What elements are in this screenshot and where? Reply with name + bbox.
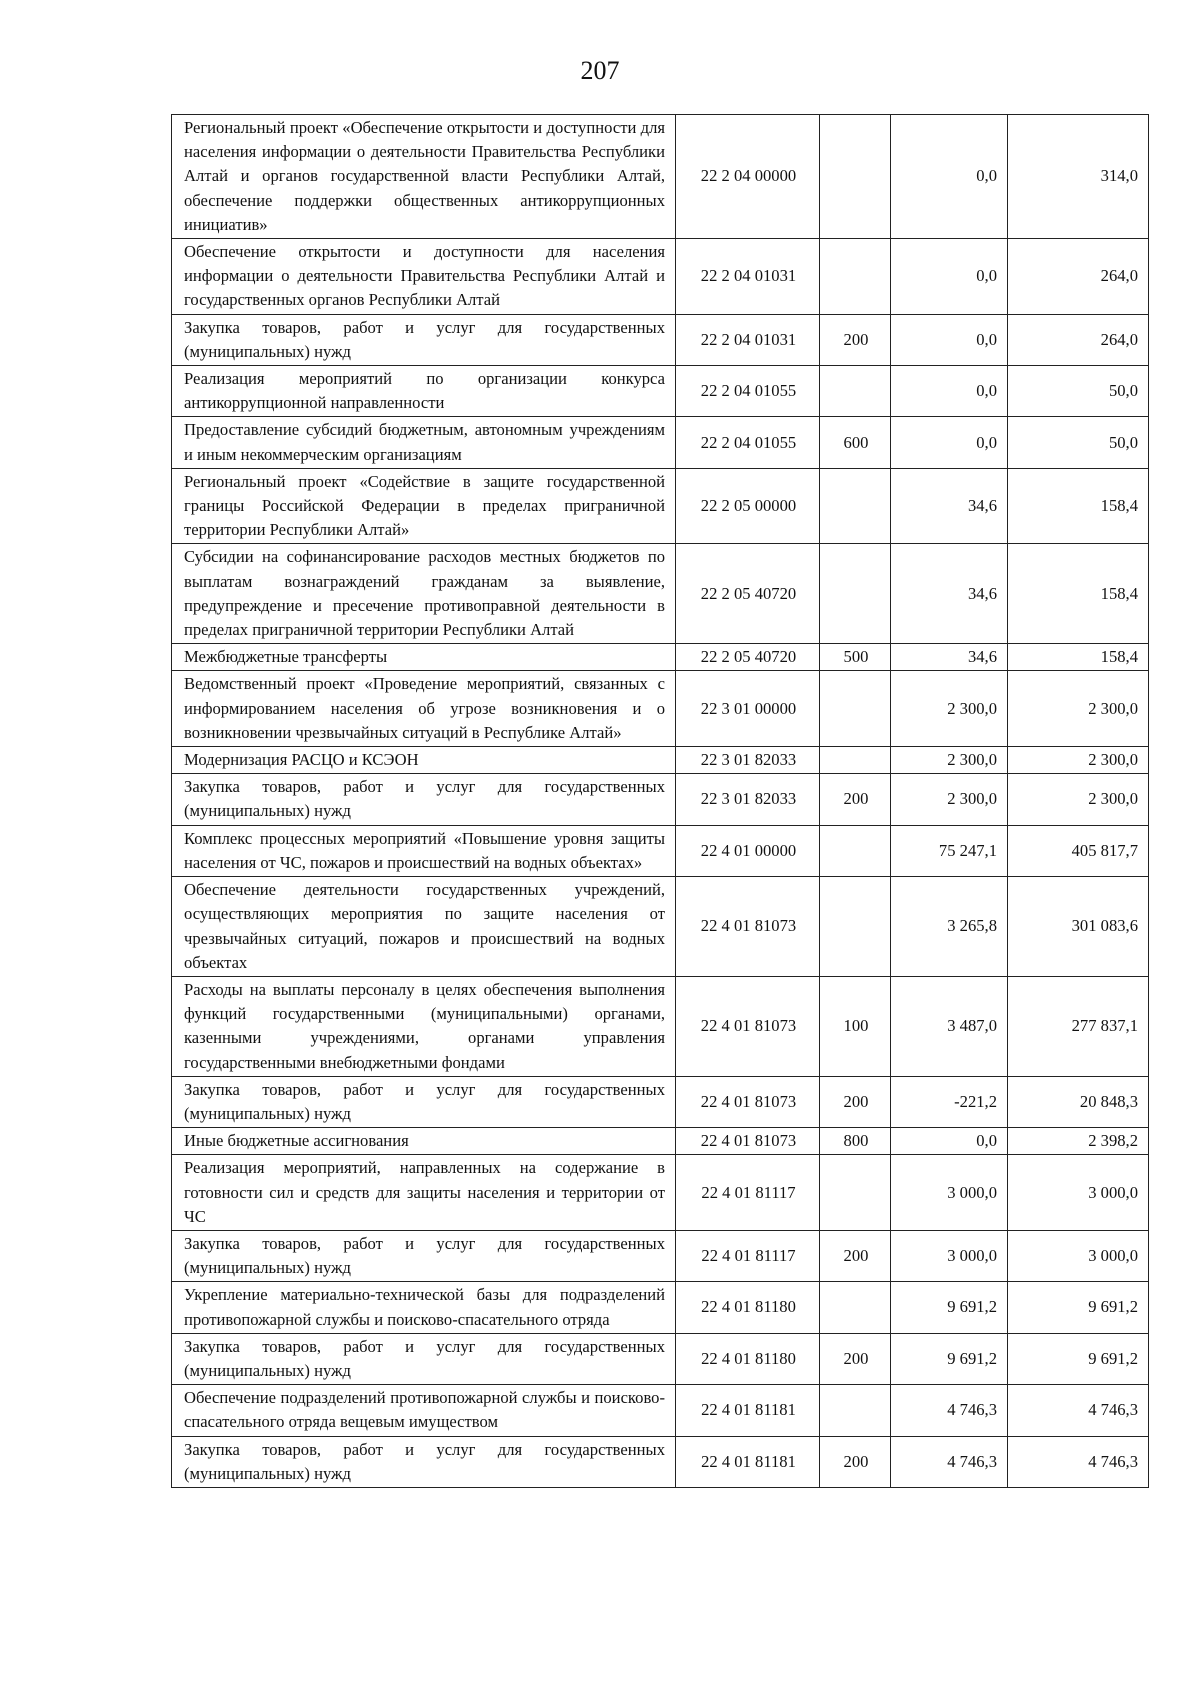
row-code: 22 4 01 00000: [676, 825, 820, 876]
row-code: 22 2 05 40720: [676, 644, 820, 671]
row-value-1: 9 691,2: [891, 1282, 1008, 1333]
row-code: 22 2 04 01031: [676, 314, 820, 365]
row-value-2: 20 848,3: [1008, 1076, 1149, 1127]
row-code: 22 2 04 01055: [676, 417, 820, 468]
row-value-1: 0,0: [891, 314, 1008, 365]
row-value-1: 3 000,0: [891, 1155, 1008, 1231]
row-value-1: 3 265,8: [891, 877, 1008, 977]
row-code: 22 2 05 00000: [676, 468, 820, 544]
table-row: [172, 877, 1149, 977]
row-expense-type: [820, 115, 891, 239]
row-value-1: -221,2: [891, 1076, 1008, 1127]
row-code: 22 2 04 00000: [676, 115, 820, 239]
row-value-2: 4 746,3: [1008, 1385, 1149, 1436]
row-name: Предоставление субсидий бюджетным, автономным учреждениям и иным некоммерческим организациям: [172, 417, 676, 468]
table-row: [172, 644, 1149, 671]
table-row: [172, 671, 1149, 747]
row-expense-type: [820, 747, 891, 774]
table-row: [172, 468, 1149, 544]
row-value-2: 301 083,6: [1008, 877, 1149, 977]
row-value-2: 9 691,2: [1008, 1333, 1149, 1384]
row-name: Обеспечение деятельности государственных учреждений, осуществляющих мероприятия по защите населения от чрезвычайных ситуаций, пожаров и происшествий на водных объектах: [172, 877, 676, 977]
row-value-2: 2 300,0: [1008, 747, 1149, 774]
row-value-2: 158,4: [1008, 544, 1149, 644]
row-value-1: 34,6: [891, 644, 1008, 671]
row-code: 22 2 05 40720: [676, 544, 820, 644]
row-code: 22 4 01 81181: [676, 1385, 820, 1436]
row-value-2: 277 837,1: [1008, 976, 1149, 1076]
table-row: [172, 747, 1149, 774]
row-code: 22 4 01 81181: [676, 1436, 820, 1487]
row-value-1: 0,0: [891, 1128, 1008, 1155]
row-value-1: 0,0: [891, 417, 1008, 468]
row-value-2: 405 817,7: [1008, 825, 1149, 876]
row-value-2: 50,0: [1008, 366, 1149, 417]
table-row: [172, 1385, 1149, 1436]
row-name: Субсидии на софинансирование расходов местных бюджетов по выплатам вознаграждений гражданам за выявление, предупреждение и пресечение противоправной деятельности в пределах приграничной территории Республики Алтай: [172, 544, 676, 644]
page-number: 207: [580, 56, 620, 85]
row-value-2: 264,0: [1008, 239, 1149, 315]
row-code: 22 4 01 81180: [676, 1282, 820, 1333]
table-row: [172, 417, 1149, 468]
row-expense-type: 200: [820, 774, 891, 825]
table-row: [172, 825, 1149, 876]
row-expense-type: [820, 1385, 891, 1436]
row-value-2: 158,4: [1008, 468, 1149, 544]
table-row: [172, 976, 1149, 1076]
row-name: Обеспечение открытости и доступности для населения информации о деятельности Правительства Республики Алтай и государственных органов Республики Алтай: [172, 239, 676, 315]
row-value-1: 2 300,0: [891, 774, 1008, 825]
table-row: [172, 366, 1149, 417]
table-row: [172, 1155, 1149, 1231]
row-expense-type: 600: [820, 417, 891, 468]
row-name: Иные бюджетные ассигнования: [172, 1128, 676, 1155]
row-expense-type: 200: [820, 1333, 891, 1384]
row-expense-type: 200: [820, 1436, 891, 1487]
row-value-2: 2 398,2: [1008, 1128, 1149, 1155]
row-name: Межбюджетные трансферты: [172, 644, 676, 671]
row-expense-type: 800: [820, 1128, 891, 1155]
table-row: [172, 1128, 1149, 1155]
row-value-1: 34,6: [891, 544, 1008, 644]
row-expense-type: [820, 1282, 891, 1333]
row-expense-type: 100: [820, 976, 891, 1076]
row-name: Региональный проект «Содействие в защите государственной границы Российской Федерации в пределах приграничной территории Республики Алтай»: [172, 468, 676, 544]
row-code: 22 4 01 81117: [676, 1230, 820, 1281]
row-value-1: 9 691,2: [891, 1333, 1008, 1384]
table-row: [172, 239, 1149, 315]
row-value-2: 50,0: [1008, 417, 1149, 468]
row-value-2: 314,0: [1008, 115, 1149, 239]
row-value-1: 0,0: [891, 239, 1008, 315]
row-expense-type: [820, 671, 891, 747]
row-code: 22 3 01 82033: [676, 774, 820, 825]
row-name: Закупка товаров, работ и услуг для государственных (муниципальных) нужд: [172, 1230, 676, 1281]
row-name: Закупка товаров, работ и услуг для государственных (муниципальных) нужд: [172, 774, 676, 825]
row-code: 22 4 01 81073: [676, 877, 820, 977]
row-expense-type: [820, 544, 891, 644]
row-value-1: 4 746,3: [891, 1436, 1008, 1487]
row-expense-type: 500: [820, 644, 891, 671]
row-value-2: 264,0: [1008, 314, 1149, 365]
row-expense-type: [820, 366, 891, 417]
row-value-1: 2 300,0: [891, 747, 1008, 774]
row-name: Расходы на выплаты персоналу в целях обеспечения выполнения функций государственными (муниципальными) органами, казенными учреждениями, органами управления государственными внебюджетными фондами: [172, 976, 676, 1076]
table-row: [172, 1333, 1149, 1384]
row-value-2: 2 300,0: [1008, 774, 1149, 825]
row-name: Ведомственный проект «Проведение мероприятий, связанных с информированием населения об угрозе возникновения и о возникновении чрезвычайных ситуаций в Республике Алтай»: [172, 671, 676, 747]
table-row: [172, 314, 1149, 365]
row-code: 22 3 01 82033: [676, 747, 820, 774]
row-name: Реализация мероприятий, направленных на содержание в готовности сил и средств для защиты населения и территории от ЧС: [172, 1155, 676, 1231]
row-name: Закупка товаров, работ и услуг для государственных (муниципальных) нужд: [172, 1076, 676, 1127]
row-expense-type: [820, 877, 891, 977]
row-value-2: 3 000,0: [1008, 1230, 1149, 1281]
row-expense-type: [820, 1155, 891, 1231]
table-row: [172, 1230, 1149, 1281]
row-name: Закупка товаров, работ и услуг для государственных (муниципальных) нужд: [172, 1436, 676, 1487]
budget-table: [171, 114, 1149, 1488]
row-code: 22 4 01 81073: [676, 1076, 820, 1127]
row-value-1: 3 487,0: [891, 976, 1008, 1076]
row-expense-type: [820, 239, 891, 315]
row-value-1: 0,0: [891, 366, 1008, 417]
row-name: Модернизация РАСЦО и КСЭОН: [172, 747, 676, 774]
row-expense-type: 200: [820, 1230, 891, 1281]
row-code: 22 3 01 00000: [676, 671, 820, 747]
table-row: [172, 774, 1149, 825]
row-name: Закупка товаров, работ и услуг для государственных (муниципальных) нужд: [172, 1333, 676, 1384]
row-value-1: 0,0: [891, 115, 1008, 239]
row-code: 22 4 01 81073: [676, 976, 820, 1076]
row-code: 22 2 04 01031: [676, 239, 820, 315]
table-row: [172, 1436, 1149, 1487]
row-expense-type: [820, 825, 891, 876]
table-row: [172, 1282, 1149, 1333]
row-expense-type: 200: [820, 1076, 891, 1127]
table-row: [172, 1076, 1149, 1127]
row-value-1: 3 000,0: [891, 1230, 1008, 1281]
row-value-2: 4 746,3: [1008, 1436, 1149, 1487]
row-value-1: 4 746,3: [891, 1385, 1008, 1436]
row-code: 22 4 01 81073: [676, 1128, 820, 1155]
row-name: Закупка товаров, работ и услуг для государственных (муниципальных) нужд: [172, 314, 676, 365]
row-name: Комплекс процессных мероприятий «Повышение уровня защиты населения от ЧС, пожаров и происшествий на водных объектах»: [172, 825, 676, 876]
row-value-1: 75 247,1: [891, 825, 1008, 876]
row-code: 22 2 04 01055: [676, 366, 820, 417]
row-code: 22 4 01 81180: [676, 1333, 820, 1384]
row-name: Региональный проект «Обеспечение открытости и доступности для населения информации о деятельности Правительства Республики Алтай и органов государственной власти Республики Алтай, обеспечение поддержки общественных антикоррупционных инициатив»: [172, 115, 676, 239]
table-row: [172, 115, 1149, 239]
row-code: 22 4 01 81117: [676, 1155, 820, 1231]
row-value-2: 2 300,0: [1008, 671, 1149, 747]
row-value-2: 158,4: [1008, 644, 1149, 671]
row-value-1: 34,6: [891, 468, 1008, 544]
row-expense-type: [820, 468, 891, 544]
table-row: [172, 544, 1149, 644]
row-value-1: 2 300,0: [891, 671, 1008, 747]
row-name: Обеспечение подразделений противопожарной службы и поисково-спасательного отряда вещевым имуществом: [172, 1385, 676, 1436]
row-value-2: 3 000,0: [1008, 1155, 1149, 1231]
row-name: Укрепление материально-технической базы для подразделений противопожарной службы и поисково-спасательного отряда: [172, 1282, 676, 1333]
row-expense-type: 200: [820, 314, 891, 365]
row-value-2: 9 691,2: [1008, 1282, 1149, 1333]
row-name: Реализация мероприятий по организации конкурса антикоррупционной направленности: [172, 366, 676, 417]
budget-table-body: [172, 115, 1149, 1488]
